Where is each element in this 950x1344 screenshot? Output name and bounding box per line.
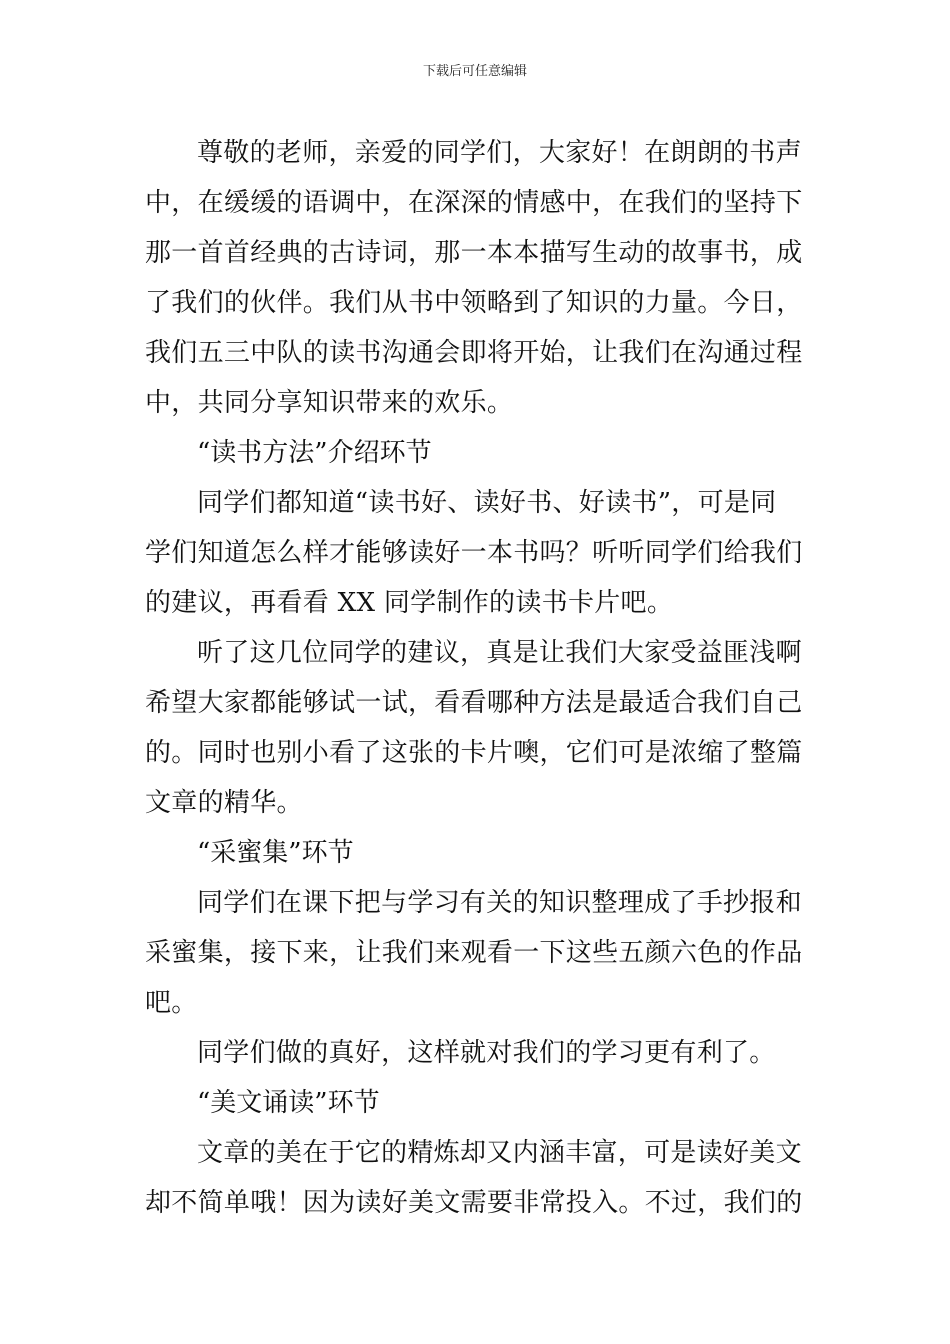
paragraph-recitation [145,1128,807,1228]
paragraph-opening [145,128,807,428]
text-line: 同学们在课下把与学习有关的知识整理成了手抄报和 [197,888,802,918]
paragraph-praise [145,1028,807,1078]
paragraph-handwritten-papers [145,878,807,1028]
text-line: 同学们做的真好，这样就对我们的学习更有利了。 [197,1038,776,1068]
text-line: 的建议，再看看 XX 同学制作的读书卡片吧。 [145,588,674,618]
text-line: 的。同时也别小看了这张的卡片噢，它们可是浓缩了整篇 [145,738,803,768]
text-line: 我们五三中队的读书沟通会即将开始，让我们在沟通过程 [145,338,803,368]
text-line: 采蜜集，接下来，让我们来观看一下这些五颜六色的作品 [145,938,803,968]
section-heading-honey-collection [145,828,807,878]
text-line: 尊敬的老师，亲爱的同学们，大家好！在朗朗的书声 [197,138,802,168]
text-line: 却不简单哦！因为读好美文需要非常投入。不过，我们的 [145,1188,803,1218]
text-line: 那一首首经典的古诗词，那一本本描写生动的故事书，成 [145,238,803,268]
text-line: 中，共同分享知识带来的欢乐。 [145,388,514,418]
section-heading: “采蜜集”环节 [197,838,354,868]
section-heading: “美文诵读”环节 [197,1088,380,1118]
text-line: 文章的美在于它的精炼却又内涵丰富，可是读好美文 [197,1138,802,1168]
text-line: 中，在缓缓的语调中，在深深的情感中，在我们的坚持下 [145,188,803,218]
paragraph-reading-methods [145,478,807,628]
section-heading: “读书方法”介绍环节 [197,438,432,468]
text-line: 希望大家都能够试一试，看看哪种方法是最适合我们自己 [145,688,803,718]
text-line: 文章的精华。 [145,788,303,818]
section-heading-recitation [145,1078,807,1128]
text-line: 同学们都知道“读书好、读好书、好读书”，可是同 [197,488,777,518]
text-line: 吧。 [145,988,198,1018]
paragraph-suggestions [145,628,807,828]
text-line: 听了这几位同学的建议，真是让我们大家受益匪浅啊 [197,638,802,668]
text-line: 学们知道怎么样才能够读好一本书吗？听听同学们给我们 [145,538,803,568]
page-header: 下载后可任意编辑 [422,64,527,79]
document-body [145,128,807,1228]
text-line: 了我们的伙伴。我们从书中领略到了知识的力量。今日， [145,288,803,318]
section-heading-reading-methods [145,428,807,478]
